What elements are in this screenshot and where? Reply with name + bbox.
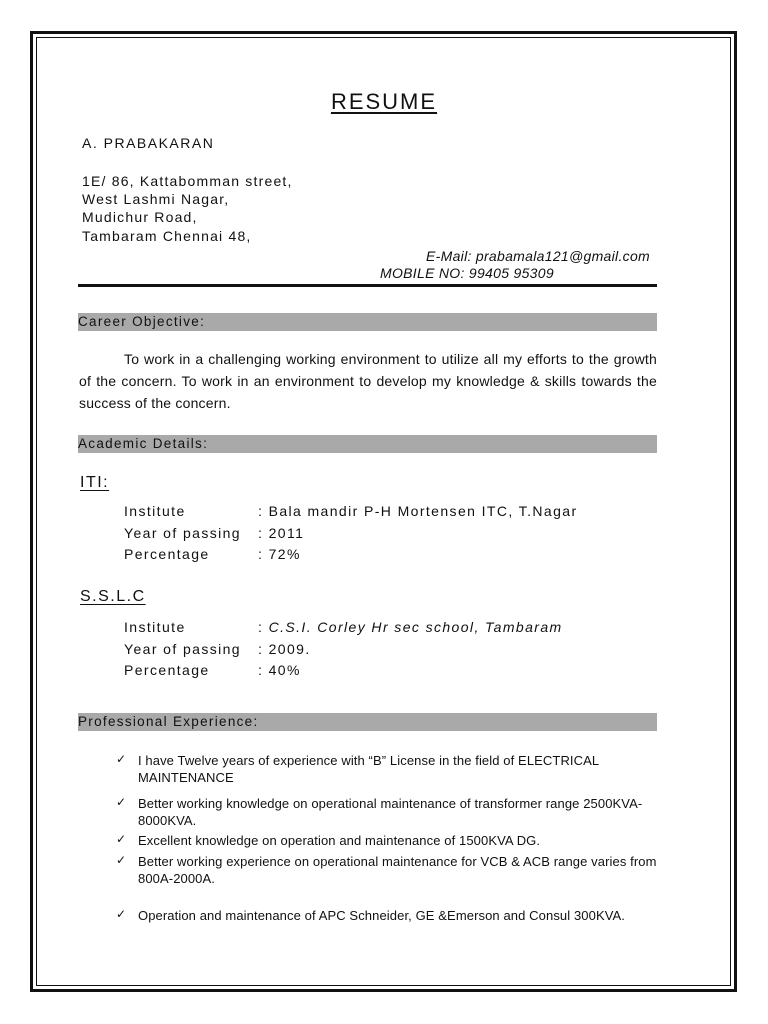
detail-value-italic: C.S.I. Corley Hr sec school, Tambaram: [268, 619, 563, 635]
detail-colon: :: [258, 619, 269, 635]
section-bar-academic: [78, 435, 657, 453]
detail-label: Percentage: [124, 662, 210, 678]
detail-label: Institute: [124, 503, 186, 519]
detail-value: : 2011: [258, 524, 305, 541]
applicant-name: A. PRABAKARAN: [82, 135, 215, 151]
resume-title: RESUME: [330, 89, 438, 114]
address-line: West Lashmi Nagar,: [82, 191, 230, 207]
iti-heading: ITI:: [80, 474, 110, 491]
email-text: E-Mail: prabamala121@gmail.com: [426, 248, 650, 264]
mobile-text: MOBILE NO: 99405 95309: [380, 265, 554, 281]
check-icon: ✓: [116, 795, 127, 809]
list-item-text: Excellent knowledge on operation and maintenance of 1500KVA DG.: [138, 833, 541, 848]
section-heading-experience: Professional Experience:: [78, 714, 259, 729]
section-bar-experience: [78, 713, 657, 731]
detail-value: [258, 619, 563, 635]
career-objective-text: To work in a challenging working environment to utilize all my efforts to the growth of the concern. To work in an environment to develop my knowledge & skills towards the success of the concern.: [79, 351, 657, 411]
check-icon: ✓: [116, 832, 127, 846]
detail-label: Year of passing: [124, 524, 241, 541]
detail-value: : 40%: [258, 662, 301, 678]
detail-label: Institute: [124, 619, 186, 635]
section-bar-career: [78, 313, 657, 331]
detail-value: : 2009.: [258, 640, 311, 657]
list-item-text: Better working knowledge on operational maintenance of transformer range 2500KVA-8000KVA.: [138, 796, 643, 828]
section-heading-career: Career Objective:: [78, 314, 206, 329]
check-icon: ✓: [116, 853, 127, 867]
check-icon: ✓: [116, 907, 127, 921]
detail-label: Percentage: [124, 546, 210, 562]
list-item-text: Operation and maintenance of APC Schneider, GE &Emerson and Consul 300KVA.: [138, 908, 626, 923]
detail-label: Year of passing: [124, 640, 241, 657]
check-icon: ✓: [116, 752, 127, 766]
detail-value: : 72%: [258, 546, 301, 562]
address-line: 1E/ 86, Kattabomman street,: [82, 173, 293, 189]
address-line: Mudichur Road,: [82, 209, 198, 225]
section-heading-academic: Academic Details:: [78, 436, 209, 451]
sslc-heading: S.S.L.C: [80, 588, 146, 605]
address-line: Tambaram Chennai 48,: [82, 228, 252, 244]
detail-value: : Bala mandir P-H Mortensen ITC, T.Nagar: [258, 503, 578, 519]
list-item-text: I have Twelve years of experience with “B” License in the field of ELECTRICAL MAINTENANCE: [138, 753, 599, 785]
header-divider: [78, 284, 657, 287]
list-item-text: Better working experience on operational maintenance for VCB & ACB range varies from 800A-2000A.: [138, 854, 657, 886]
